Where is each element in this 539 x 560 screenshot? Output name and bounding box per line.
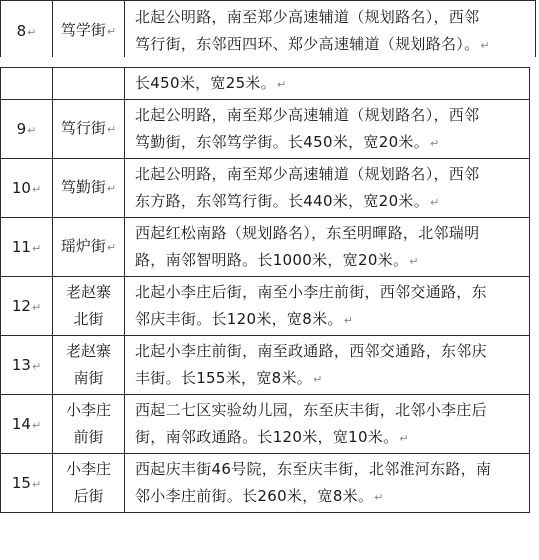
street-name-cell <box>53 395 125 454</box>
street-name-line: 后街 <box>73 487 104 505</box>
return-mark: ↵ <box>430 196 440 209</box>
description-text: 邻庆丰街。长120米，宽8米。 <box>135 310 343 328</box>
return-mark: ↵ <box>374 491 384 504</box>
return-mark: ↵ <box>106 24 117 38</box>
description-cell <box>125 218 530 277</box>
street-name-line: 小李庄 <box>65 460 111 478</box>
description-cell <box>125 277 530 336</box>
description-cell <box>125 68 530 100</box>
row-number-cell <box>1 100 53 159</box>
description-text: 邻小李庄前街。长260米，宽8米。 <box>135 487 374 505</box>
description-line <box>135 306 521 334</box>
row-number: 12 <box>11 297 31 315</box>
return-mark: ↵ <box>399 432 409 445</box>
description-text: 北起小李庄后街，南至小李庄前街，西邻交通路，东 <box>135 283 487 301</box>
return-mark: ↵ <box>106 182 117 195</box>
row-number-cell <box>1 1 53 61</box>
street-name: 笃行街 <box>60 119 106 137</box>
description-text: 路，南邻智明路。长1000米，宽20米。 <box>135 251 409 269</box>
description-text: 西起庆丰街46号院，东至庆丰街，北邻淮河东路，南 <box>135 460 492 478</box>
return-mark: ↵ <box>31 242 42 255</box>
description-cell <box>125 454 530 513</box>
description-text: 西起红松南路（规划路名），东至明暉路，北邻瑞明 <box>135 224 480 242</box>
return-mark: ↵ <box>31 360 42 373</box>
description-line <box>135 338 521 365</box>
street-name-line: 北街 <box>73 310 104 328</box>
description-line <box>135 4 527 31</box>
return-mark: ↵ <box>480 38 490 52</box>
description-text: 东方路，东邻笃行街。长440米，宽20米。 <box>135 192 430 210</box>
description-line <box>135 161 521 188</box>
description-cell <box>125 1 536 61</box>
street-name-cell <box>53 159 125 218</box>
description-line <box>135 102 521 129</box>
description-text: 街，南邻政通路。长120米，宽10米。 <box>135 428 399 446</box>
return-mark: ↵ <box>409 255 419 268</box>
description-text: 北起公明路，南至郑少高速辅道（规划路名），西邻 <box>135 106 480 124</box>
street-name: 笃勤街 <box>60 178 106 196</box>
row-number-cell <box>1 68 53 100</box>
description-line <box>135 424 521 452</box>
return-mark: ↵ <box>31 183 42 196</box>
street-name-cell <box>53 218 125 277</box>
description-text: 西起二七区实验幼儿园，东至庆丰街，北邻小李庄后 <box>135 401 487 419</box>
row-number-cell <box>1 277 53 336</box>
row-number: 8 <box>16 21 27 40</box>
description-line <box>135 129 521 157</box>
street-name: 笃学街 <box>60 20 106 39</box>
table-row <box>1 68 530 100</box>
description-line <box>135 397 521 424</box>
description-line <box>135 70 521 98</box>
description-line <box>135 188 521 216</box>
table-row <box>1 336 530 395</box>
street-table-bottom <box>0 67 530 513</box>
description-cell <box>125 336 530 395</box>
description-cell <box>125 395 530 454</box>
description-line <box>135 456 521 483</box>
description-line <box>135 279 521 306</box>
return-mark: ↵ <box>31 301 42 314</box>
description-cell <box>125 159 530 218</box>
street-name: 瑶炉街 <box>60 237 106 255</box>
row-number-cell <box>1 159 53 218</box>
table-row <box>1 100 530 159</box>
street-table-top <box>0 0 536 61</box>
description-text: 北起公明路，南至郑少高速辅道（规划路名），西邻 <box>135 165 480 183</box>
description-text: 北起公明路，南至郑少高速辅道（规划路名），西邻 <box>135 7 480 26</box>
row-number: 11 <box>11 238 31 256</box>
return-mark: ↵ <box>277 78 287 91</box>
return-mark: ↵ <box>27 124 37 137</box>
description-text: 丰街。长155米，宽8米。 <box>135 369 313 387</box>
description-line <box>135 247 521 275</box>
street-name-line: 小李庄 <box>65 401 111 419</box>
table-row <box>1 277 530 336</box>
description-text: 笃行街，东邻西四环、郑少高速辅道（规划路名）。 <box>135 34 480 53</box>
row-number: 13 <box>11 356 31 374</box>
table-row <box>1 218 530 277</box>
row-number-cell <box>1 395 53 454</box>
description-line <box>135 483 521 511</box>
row-number: 10 <box>11 179 31 197</box>
return-mark: ↵ <box>313 373 323 386</box>
street-name-cell <box>53 1 125 61</box>
return-mark: ↵ <box>31 419 42 432</box>
street-name-cell <box>53 277 125 336</box>
table-row <box>1 395 530 454</box>
row-number: 15 <box>11 474 31 492</box>
description-line <box>135 31 527 59</box>
row-number-cell <box>1 336 53 395</box>
street-name-cell <box>53 336 125 395</box>
table-row <box>1 1 536 61</box>
street-name-cell <box>53 454 125 513</box>
table-row <box>1 159 530 218</box>
table-row <box>1 454 530 513</box>
description-line <box>135 220 521 247</box>
description-cell <box>125 100 530 159</box>
return-mark: ↵ <box>31 478 42 491</box>
street-name-line: 老赵寨 <box>65 342 111 360</box>
description-text: 北起小李庄前街，南至政通路，西邻交通路，东邻庆 <box>135 342 487 360</box>
return-mark: ↵ <box>343 314 354 327</box>
row-number-cell <box>1 218 53 277</box>
street-name-cell <box>53 100 125 159</box>
return-mark: ↵ <box>27 25 37 39</box>
return-mark: ↵ <box>106 123 117 136</box>
page-gap <box>0 57 539 67</box>
description-line <box>135 365 521 393</box>
street-name-cell <box>53 68 125 100</box>
row-number: 9 <box>16 120 27 138</box>
row-number-cell <box>1 454 53 513</box>
street-name-line: 老赵寨 <box>65 283 111 301</box>
row-number: 14 <box>11 415 31 433</box>
description-text: 长450米，宽25米。 <box>135 74 277 92</box>
street-name-line: 南街 <box>73 369 104 387</box>
description-text: 笃勤街，东邻笃学街。长450米，宽20米。 <box>135 133 430 151</box>
return-mark: ↵ <box>430 137 440 150</box>
street-name-line: 前街 <box>73 428 104 446</box>
return-mark: ↵ <box>106 241 117 254</box>
